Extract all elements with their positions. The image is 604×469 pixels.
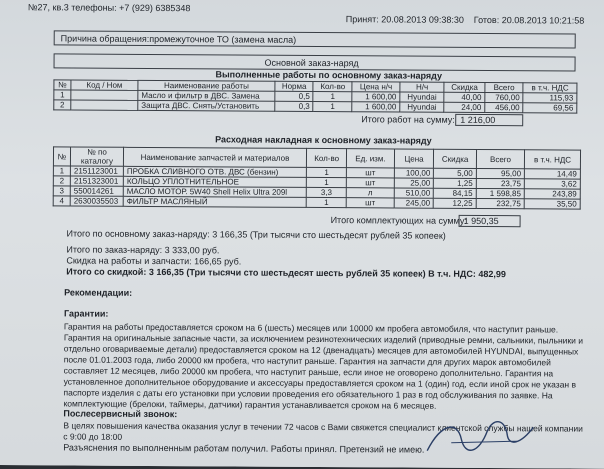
cell-vat: 3,62 <box>524 179 580 189</box>
header-ready: Готов: 20.08.2013 10:21:58 <box>473 14 585 26</box>
cell-discount: 24,00 <box>444 102 485 112</box>
works-title: Выполненные работы по основному заказ-наряду <box>215 69 443 81</box>
cell-qty: 1 <box>313 91 352 101</box>
cell-price: 1 600,00 <box>352 92 400 102</box>
works-col-num: № <box>54 80 71 90</box>
cell-norm: 0,3 <box>275 101 314 111</box>
cell-code <box>71 90 138 100</box>
cell-qty: 1 <box>306 197 346 207</box>
parts-sum-label: Итого комплектующих на сумму: <box>330 215 467 226</box>
parts-col-num: № <box>53 147 70 166</box>
cell-num: 1 <box>53 166 70 176</box>
works-col-name: Наименование работы <box>138 80 275 91</box>
works-col-discount: Скидка <box>444 82 485 92</box>
parts-col-catalog: № по каталогу <box>70 147 123 166</box>
cell-name: ПРОБКА СЛИВНОГО ОТВ. ДВС (бензин) <box>123 166 306 177</box>
cell-price: 1 600,00 <box>352 102 400 112</box>
explain-text: Разъяснения по выполненным работам получил. Работы принял. Претензий не имею. <box>63 442 425 455</box>
cell-norm: 0,5 <box>275 91 314 101</box>
cell-num: 2 <box>53 176 70 186</box>
postservice-label: Послесервисный звонок: <box>63 408 178 420</box>
cell-nh: Hyundai <box>400 92 444 102</box>
postservice-text: В целях повышения качества оказания услуг в течении 72 часов с Вами свяжется специалист клиентской службы нашей компании с 9:00 до 18:00 <box>63 420 583 442</box>
works-table <box>53 79 577 113</box>
total-main: Итого по основному заказ-наряду: 3 166,35 (Три тысячи сто шестьдесят рублей 35 копеек) <box>66 228 446 241</box>
cell-price: 245,00 <box>394 198 434 208</box>
cell-discount: 84,15 <box>434 188 477 198</box>
parts-col-price: Цена <box>394 149 434 168</box>
signature-scribble <box>421 413 541 460</box>
works-sum-value: 1 216,00 <box>460 114 496 126</box>
cell-name: Защита ДВС. Снять/Установить <box>138 100 275 111</box>
parts-col-total: Всего <box>476 149 524 168</box>
main-order-title: Основной заказ-наряд <box>264 57 359 69</box>
reason-text: Причина обращения:промежуточное ТО (замена масла) <box>60 33 297 45</box>
parts-col-qty: Кол-во <box>306 148 346 167</box>
parts-sum-value: 1 950,35 <box>463 215 499 227</box>
cell-unit: шт <box>347 198 394 208</box>
works-col-qty: Кол-во <box>313 81 352 91</box>
cell-unit: шт <box>347 168 394 178</box>
cell-discount: 1,25 <box>434 178 477 188</box>
parts-col-name: Наименование запчастей и материалов <box>123 147 306 167</box>
cell-unit: шт <box>347 178 394 188</box>
works-sum-box <box>455 114 523 126</box>
cell-catalog: 2630035503 <box>70 196 123 206</box>
cell-total: 95,00 <box>476 168 524 178</box>
cell-qty: 1 <box>306 167 346 177</box>
works-sum-label: Итого работ на сумму: <box>361 114 455 125</box>
cell-name: ФИЛЬТР МАСЛЯНЫЙ <box>123 196 306 207</box>
cell-vat: 115,93 <box>523 93 577 103</box>
cell-vat: 14,49 <box>525 169 581 179</box>
cell-vat: 35,50 <box>524 199 580 209</box>
cell-total: 456,00 <box>485 103 523 113</box>
cell-catalog: 550014261 <box>70 186 123 196</box>
cell-price: 100,00 <box>394 168 434 178</box>
parts-title: Расходная накладная к основному заказ-наряду <box>215 134 432 146</box>
recommendations-label: Рекомендации: <box>64 287 133 298</box>
cell-num: 3 <box>53 186 70 196</box>
main-order-box <box>54 53 576 71</box>
cell-price: 25,00 <box>394 178 434 188</box>
cell-catalog: 2151123001 <box>70 166 123 176</box>
cell-unit: л <box>347 188 394 198</box>
warranty-label: Гарантии: <box>63 308 109 319</box>
works-col-nh: Н/ч <box>400 82 444 92</box>
cell-num: 1 <box>54 90 71 100</box>
cell-total: 760,00 <box>485 93 523 103</box>
cell-code <box>71 100 138 110</box>
parts-col-discount: Скидка <box>434 149 477 168</box>
reason-box <box>54 30 576 48</box>
cell-num: 4 <box>53 196 70 206</box>
cell-discount: 5,00 <box>434 168 477 178</box>
cell-discount: 12,25 <box>434 198 477 208</box>
header-address: №27, кв.3 телефоны: +7 (929) 6385348 <box>27 2 191 14</box>
cell-total: 232,75 <box>476 198 524 208</box>
cell-name: МАСЛО МОТОР. 5W40 Shell Helix Ultra 209l <box>123 186 306 197</box>
cell-price: 510,00 <box>394 188 434 198</box>
warranty-text: Гарантия на работы предоставляется сроком на 6 (шесть) месяцев или 10000 км пробега автомобиля, что наступит раньше. Гарантия на оригинальные запасные части, за исключением резинотехнических изделий (приводные ремни, сальники, пыльники и отдельно оговариваемые детали) предоставляется сроком на 12 (двенадцать) месяцев для автомобилей HYUNDAI, выпущенных после 01.01.2003 года, либо 20000 км пробега, что наступит раньше. Гарантия на запчасти для других марок автомобилей составляет 12 месяцев, либо 20000 км пробега, что наступит раньше, если иное не оговорено дополнительно. Гарантия на установленное дополнительное оборудование и аксессуары предоставляется сроком на 1 (один) год, если иной срок не указан в паспорте изделия с даты его установки при условии проведения его обязательного 1 раз в год обслуживания по заявке. На комплектующие (брелоки, таймеры, датчики) гарантия устанавливается сроком на 6 месяцев. <box>63 321 584 411</box>
cell-qty: 1 <box>306 177 346 187</box>
cell-name: КОЛЬЦО УПЛОТНИТЕЛЬНОЕ <box>123 176 306 187</box>
parts-sum-box <box>459 215 521 227</box>
works-col-vat: в т.ч. НДС <box>523 83 577 93</box>
total-order: Итого по заказ-наряду: 3 333,00 руб. <box>66 244 220 256</box>
cell-total: 1 598,85 <box>476 188 524 198</box>
works-col-total: Всего <box>485 83 523 93</box>
parts-col-unit: Ед. изм. <box>347 149 394 168</box>
works-col-norm: Норма <box>275 81 314 91</box>
cell-total: 23,75 <box>476 178 524 188</box>
cell-num: 2 <box>54 100 71 110</box>
works-col-code: Код / Ном <box>71 80 138 90</box>
parts-col-vat: в т.ч. НДС <box>525 150 581 169</box>
cell-qty: 1 <box>313 101 352 111</box>
cell-vat: 69,56 <box>523 103 577 113</box>
header-accepted: Принят: 20.08.2013 09:38:30 <box>345 14 464 25</box>
cell-name: Масло и фильтр в ДВС. Замена <box>138 90 275 101</box>
total-discount: Скидка на работы и запчасти: 166,65 руб. <box>66 255 242 267</box>
cell-discount: 40,00 <box>444 92 485 102</box>
cell-qty: 3,3 <box>306 187 346 197</box>
parts-table <box>53 146 581 209</box>
cell-catalog: 2151323001 <box>70 176 123 186</box>
total-final: Итого со скидкой: 3 166,35 (Три тысячи сто шестьдесят шесть рублей 35 копеек) В т.ч. НДС: 482,99 <box>66 266 506 280</box>
works-col-price: Цена н/ч <box>352 82 400 92</box>
cell-vat: 243,89 <box>524 189 580 199</box>
cell-nh: Hyundai <box>400 102 444 112</box>
